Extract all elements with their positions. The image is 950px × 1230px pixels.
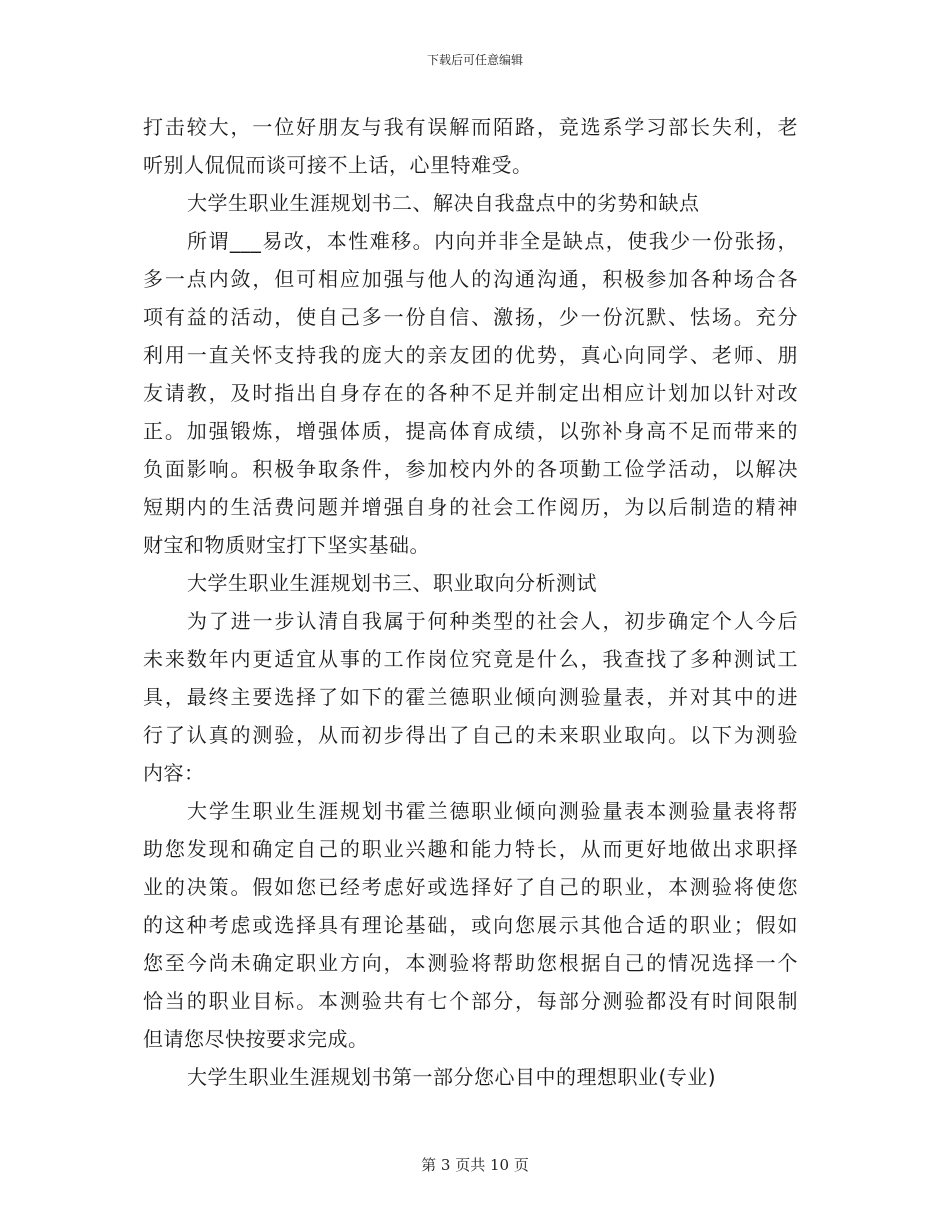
text-line: 行了认真的测验，从而初步得出了自己的未来职业取向。以下为测验 xyxy=(143,723,798,747)
text-line: 多一点内敛，但可相应加强与他人的沟通沟通，积极参加各种场合各 xyxy=(143,267,798,291)
text-line: 您至今尚未确定职业方向，本测验将帮助您根据自己的情况选择一个 xyxy=(143,951,798,975)
text-line: 大学生职业生涯规划书二、解决自我盘点中的劣势和缺点 xyxy=(187,191,700,215)
text-line: 利用一直关怀支持我的庞大的亲友团的优势，真心向同学、老师、朋 xyxy=(143,343,798,367)
text-line: 大学生职业生涯规划书三、职业取向分析测试 xyxy=(187,571,597,595)
text-line: 负面影响。积极争取条件，参加校内外的各项勤工俭学活动，以解决 xyxy=(143,457,798,481)
text-line: 打击较大，一位好朋友与我有误解而陌路，竞选系学习部长失利，老 xyxy=(143,115,798,139)
text-line: 内容： xyxy=(143,761,205,785)
document-body xyxy=(143,108,798,1096)
text-line: 财宝和物质财宝打下坚实基础。 xyxy=(143,533,430,557)
page-number: 第 3 页共 10 页 xyxy=(421,1156,529,1174)
page-header: 下载后可任意编辑 xyxy=(426,53,523,67)
text-line: 大学生职业生涯规划书霍兰德职业倾向测验量表本测验量表将帮 xyxy=(187,799,798,823)
text-line: 正。加强锻炼，增强体质，提高体育成绩，以弥补身高不足而带来的 xyxy=(143,419,798,443)
text-line: 但请您尽快按要求完成。 xyxy=(143,1027,369,1051)
text-line: 所谓___易改，本性难移。内向并非全是缺点，使我少一份张扬， xyxy=(187,229,798,253)
text-line: 恰当的职业目标。本测验共有七个部分，每部分测验都没有时间限制 xyxy=(143,989,798,1013)
text-line: 大学生职业生涯规划书第一部分您心目中的理想职业(专业) xyxy=(187,1065,717,1089)
text-line: 具，最终主要选择了如下的霍兰德职业倾向测验量表，并对其中的进 xyxy=(143,685,798,709)
text-line: 友请教，及时指出自身存在的各种不足并制定出相应计划加以针对改 xyxy=(143,381,798,405)
text-line: 项有益的活动，使自己多一份自信、激扬，少一份沉默、怯场。充分 xyxy=(143,305,798,329)
text-line: 的这种考虑或选择具有理论基础，或向您展示其他合适的职业；假如 xyxy=(143,913,798,937)
text-line: 未来数年内更适宜从事的工作岗位究竟是什么，我查找了多种测试工 xyxy=(143,647,798,671)
text-line: 为了进一步认清自我属于何种类型的社会人，初步确定个人今后 xyxy=(187,609,798,633)
text-line: 业的决策。假如您已经考虑好或选择好了自己的职业，本测验将使您 xyxy=(143,875,798,899)
text-line: 短期内的生活费问题并增强自身的社会工作阅历，为以后制造的精神 xyxy=(143,495,798,519)
text-line: 助您发现和确定自己的职业兴趣和能力特长，从而更好地做出求职择 xyxy=(143,837,798,861)
text-line: 听别人侃侃而谈可接不上话，心里特难受。 xyxy=(143,153,533,177)
